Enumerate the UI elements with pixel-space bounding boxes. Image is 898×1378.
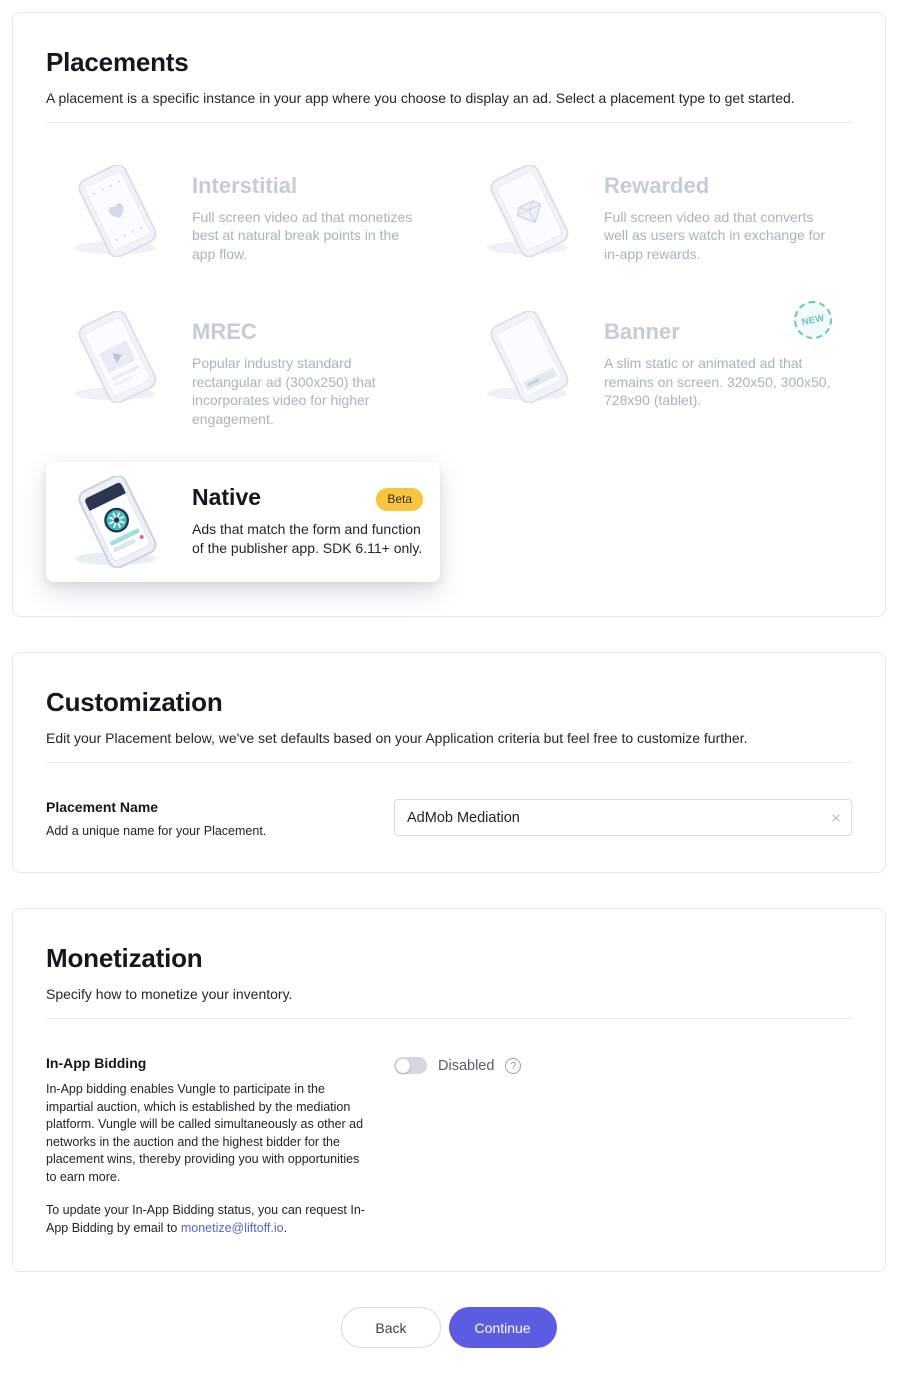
monetization-card <box>12 908 886 1272</box>
in-app-bidding-status: Disabled <box>438 1057 495 1074</box>
native-phone-icon <box>62 476 172 568</box>
placement-name-field-row <box>46 799 852 838</box>
placement-name-label-col <box>46 799 394 838</box>
in-app-bidding-label: In-App Bidding <box>46 1055 147 1072</box>
mrec-description: Popular industry standard rectangular ad (300x250) that incorporates video for higher engagement. <box>192 355 376 427</box>
monetization-divider <box>46 1018 852 1019</box>
placement-name-input[interactable] <box>394 799 852 836</box>
placements-divider <box>46 122 852 123</box>
back-button[interactable]: Back <box>341 1307 440 1348</box>
placement-type-native[interactable] <box>46 462 440 582</box>
placements-title: Placements <box>46 47 189 77</box>
rewarded-phone-icon <box>474 165 584 257</box>
placement-type-rewarded[interactable] <box>458 151 852 277</box>
in-app-bidding-control <box>394 1055 521 1074</box>
interstitial-phone-icon <box>62 165 172 257</box>
banner-title: Banner <box>604 319 680 345</box>
banner-phone-icon <box>474 311 584 403</box>
placement-name-input-wrap <box>394 799 852 836</box>
placement-name-helper: Add a unique name for your Placement. <box>46 824 267 839</box>
placements-card <box>12 12 886 617</box>
native-beta-badge: Beta <box>376 488 423 510</box>
customization-divider <box>46 762 852 763</box>
customization-card <box>12 652 886 873</box>
mrec-title: MREC <box>192 319 257 345</box>
sentence-period: . <box>283 1220 288 1235</box>
placement-type-mrec[interactable] <box>46 297 440 442</box>
customization-subtitle: Edit your Placement below, we've set defaults based on your Application criteria but feel free to customize further. <box>46 730 748 747</box>
banner-new-badge: NEW <box>790 298 835 343</box>
placement-type-banner[interactable] <box>458 297 852 442</box>
interstitial-text <box>192 165 424 263</box>
in-app-bidding-update-text: To update your In-App Bidding status, you can request In-App Bidding by email to <box>46 1203 365 1235</box>
in-app-bidding-description: In-App bidding enables Vungle to participate in the impartial auction, which is established by the mediation platform. Vungle will be called simultaneously as other ad networks in the auction and the highest bidder for the placement wins, thereby providing you with opportunities to earn more. <box>46 1082 364 1184</box>
placement-type-interstitial[interactable] <box>46 151 440 277</box>
interstitial-description: Full screen video ad that monetizes best at natural break points in the app flow. <box>192 209 413 262</box>
customization-title: Customization <box>46 687 223 718</box>
rewarded-title: Rewarded <box>604 173 710 198</box>
clear-input-icon[interactable]: × <box>831 808 841 828</box>
mrec-text <box>192 311 424 428</box>
placement-type-grid <box>46 151 852 582</box>
monetization-subtitle: Specify how to monetize your inventory. <box>46 986 293 1003</box>
in-app-bidding-label-col <box>46 1055 394 1237</box>
toggle-knob <box>396 1059 410 1073</box>
mrec-phone-icon <box>62 311 172 403</box>
continue-button[interactable]: Continue <box>449 1307 557 1348</box>
rewarded-text <box>604 165 836 263</box>
help-icon[interactable]: ? <box>505 1058 521 1074</box>
monetize-email-link[interactable]: monetize@liftoff.io <box>180 1220 284 1235</box>
banner-description: A slim static or animated ad that remains on screen. 320x50, 300x50, 728x90 (tablet). <box>604 355 831 409</box>
placement-name-label: Placement Name <box>46 799 159 816</box>
footer-actions <box>12 1307 886 1348</box>
native-title: Native <box>192 484 262 511</box>
in-app-bidding-field-row <box>46 1055 852 1237</box>
placements-subtitle: A placement is a specific instance in your app where you choose to display an ad. Select a placement type to get started. <box>46 90 795 106</box>
in-app-bidding-update-paragraph <box>46 1202 366 1237</box>
native-description: Ads that match the form and function of the publisher app. SDK 6.11+ only. <box>192 521 423 556</box>
rewarded-description: Full screen video ad that converts well as users watch in exchange for in-app rewards. <box>604 209 825 262</box>
in-app-bidding-toggle[interactable] <box>394 1057 427 1074</box>
monetization-title: Monetization <box>46 943 203 974</box>
interstitial-title: Interstitial <box>192 173 298 198</box>
